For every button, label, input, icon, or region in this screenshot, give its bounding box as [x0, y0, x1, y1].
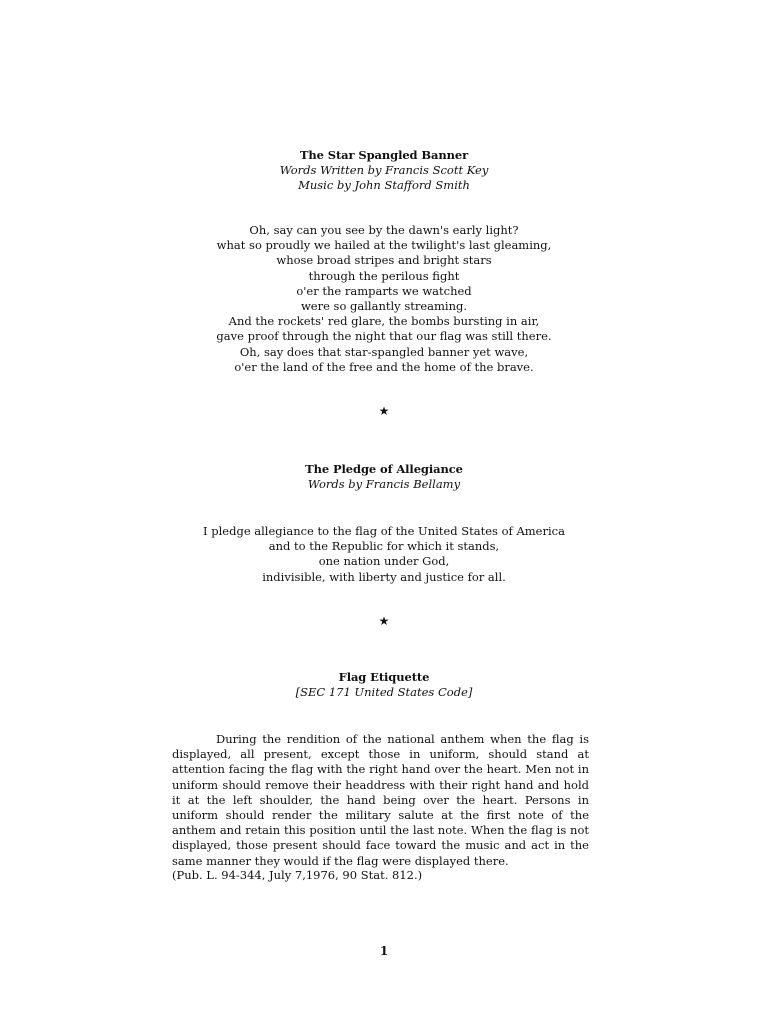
- etiquette-section: [0, 670, 768, 700]
- pledge-section: [0, 462, 768, 492]
- page-number: 1: [379, 944, 389, 958]
- lyric-line: through the perilous fight: [308, 268, 460, 283]
- etiquette-title: Flag Etiquette: [338, 670, 430, 684]
- lyric-line: Oh, say does that star-spangled banner yet wave,: [239, 344, 529, 359]
- pledge-title: The Pledge of Allegiance: [305, 462, 463, 476]
- lyric-line: o'er the land of the free and the home of the brave.: [234, 359, 534, 374]
- lyric-line: And the rockets' red glare, the bombs bursting in air,: [228, 314, 540, 329]
- anthem-lyrics: [0, 223, 768, 375]
- pledge-line: one nation under God,: [318, 554, 450, 569]
- lyric-line: Oh, say can you see by the dawn's early light?: [249, 223, 519, 237]
- anthem-section: [0, 148, 768, 194]
- anthem-title: The Star Spangled Banner: [299, 148, 469, 162]
- lyric-line: whose broad stripes and bright stars: [276, 253, 492, 268]
- pledge-text: [0, 524, 768, 585]
- lyric-line: were so gallantly streaming.: [300, 299, 468, 314]
- etiquette-citation: (Pub. L. 94-344, July 7,1976, 90 Stat. 812.): [172, 868, 423, 882]
- anthem-words-credit: Words Written by Francis Scott Key: [279, 163, 489, 178]
- etiquette-subtitle: [SEC 171 United States Code]: [295, 685, 473, 700]
- pledge-line: indivisible, with liberty and justice for all.: [262, 569, 506, 584]
- etiquette-body: [172, 732, 589, 869]
- lyric-line: gave proof through the night that our flag was still there.: [216, 329, 552, 344]
- pledge-line: and to the Republic for which it stands,: [268, 539, 500, 554]
- anthem-music-credit: Music by John Stafford Smith: [298, 178, 470, 193]
- etiquette-paragraph: During the rendition of the national anthem when the flag is displayed, all present, except those in uniform, should stand at attention facing the flag with the right hand over the heart. Men not in uniform should remove their headdress with their right hand and hold it at the left shoulder, the hand being over the heart. Persons in uniform should render the military salute at the first note of the anthem and retain this position until the last note. When the flag is not displayed, those present should face toward the music and act in the same manner they would if the flag were displayed there.: [172, 732, 589, 868]
- lyric-line: what so proudly we hailed at the twilight's last gleaming,: [216, 238, 552, 253]
- pledge-words-credit: Words by Francis Bellamy: [307, 477, 461, 492]
- pledge-line: I pledge allegiance to the flag of the United States of America: [203, 524, 565, 538]
- star-separator-icon: ★: [378, 404, 390, 418]
- star-separator-icon: ★: [378, 614, 390, 628]
- lyric-line: o'er the ramparts we watched: [296, 283, 472, 298]
